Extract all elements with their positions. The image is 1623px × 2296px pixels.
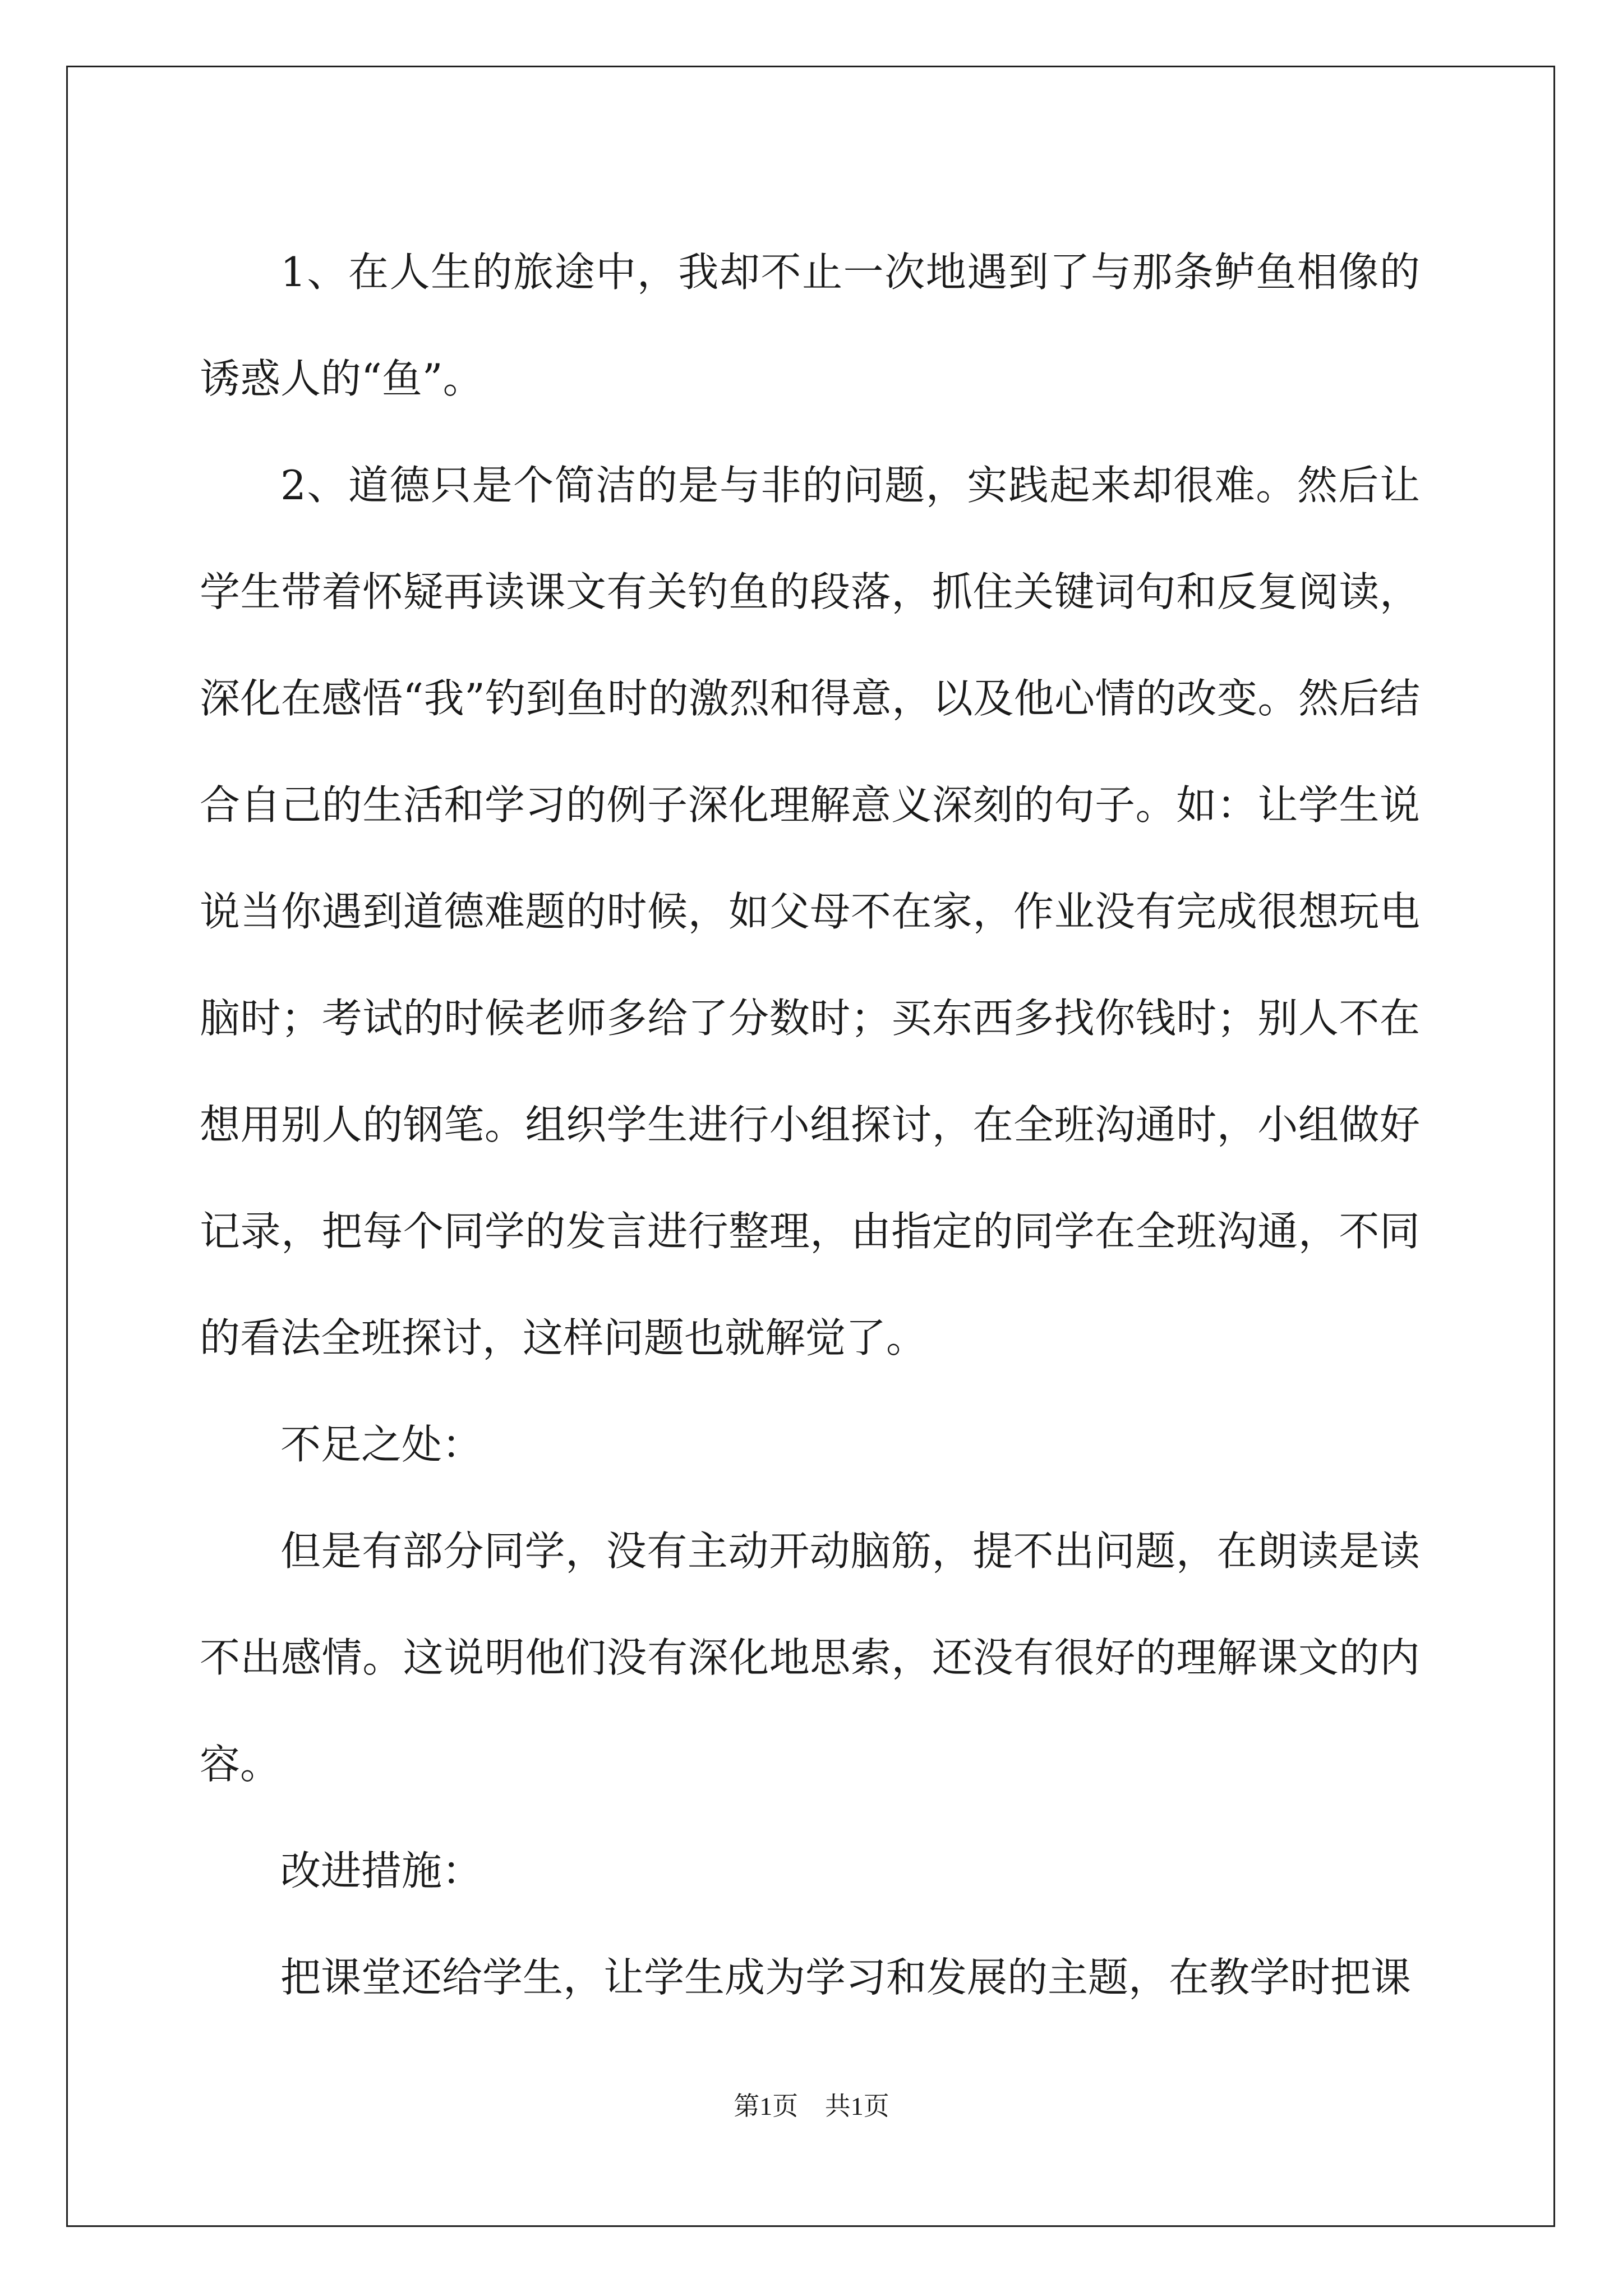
paragraph-1: 1、在人生的旅途中，我却不止一次地遇到了与那条鲈鱼相像的诱惑人的“鱼”。	[200, 249, 1420, 402]
page-current: 第1页	[734, 2092, 799, 2120]
paragraph-3: 但是有部分同学，没有主动开动脑筋，提不出问题，在朗读是读不出感情。这说明他们没有深化地思索，还没有很好的理解课文的内容。	[200, 1527, 1420, 1788]
paragraph-4: 把课堂还给学生，让学生成为学习和发展的主题，在教学时把课	[280, 1954, 1412, 2001]
page-total: 共1页	[824, 2092, 889, 2120]
page-footer	[0, 2086, 1623, 2123]
section-heading-improvements: 改进措施：	[280, 1847, 483, 1894]
document-body	[200, 219, 1420, 2031]
paragraph-2: 2、道德只是个简洁的是与非的问题，实践起来却很难。然后让学生带着怀疑再读课文有关钓鱼的段落，抓住关键词句和反复阅读，深化在感悟“我”钓到鱼时的激烈和得意，以及他心情的改变。然后结合自己的生活和学习的例子深化理解意义深刻的句子。如：让学生说说当你遇到道德难题的时候，如父母不在家，作业没有完成很想玩电脑时；考试的时候老师多给了分数时；买东西多找你钱时；别人不在想用别人的钢笔。组织学生进行小组探讨，在全班沟通时，小组做好记录，把每个同学的发言进行整理，由指定的同学在全班沟通，不同的看法全班探讨，这样问题也就解觉了。	[200, 462, 1420, 1361]
section-heading-shortcomings: 不足之处：	[280, 1421, 483, 1468]
